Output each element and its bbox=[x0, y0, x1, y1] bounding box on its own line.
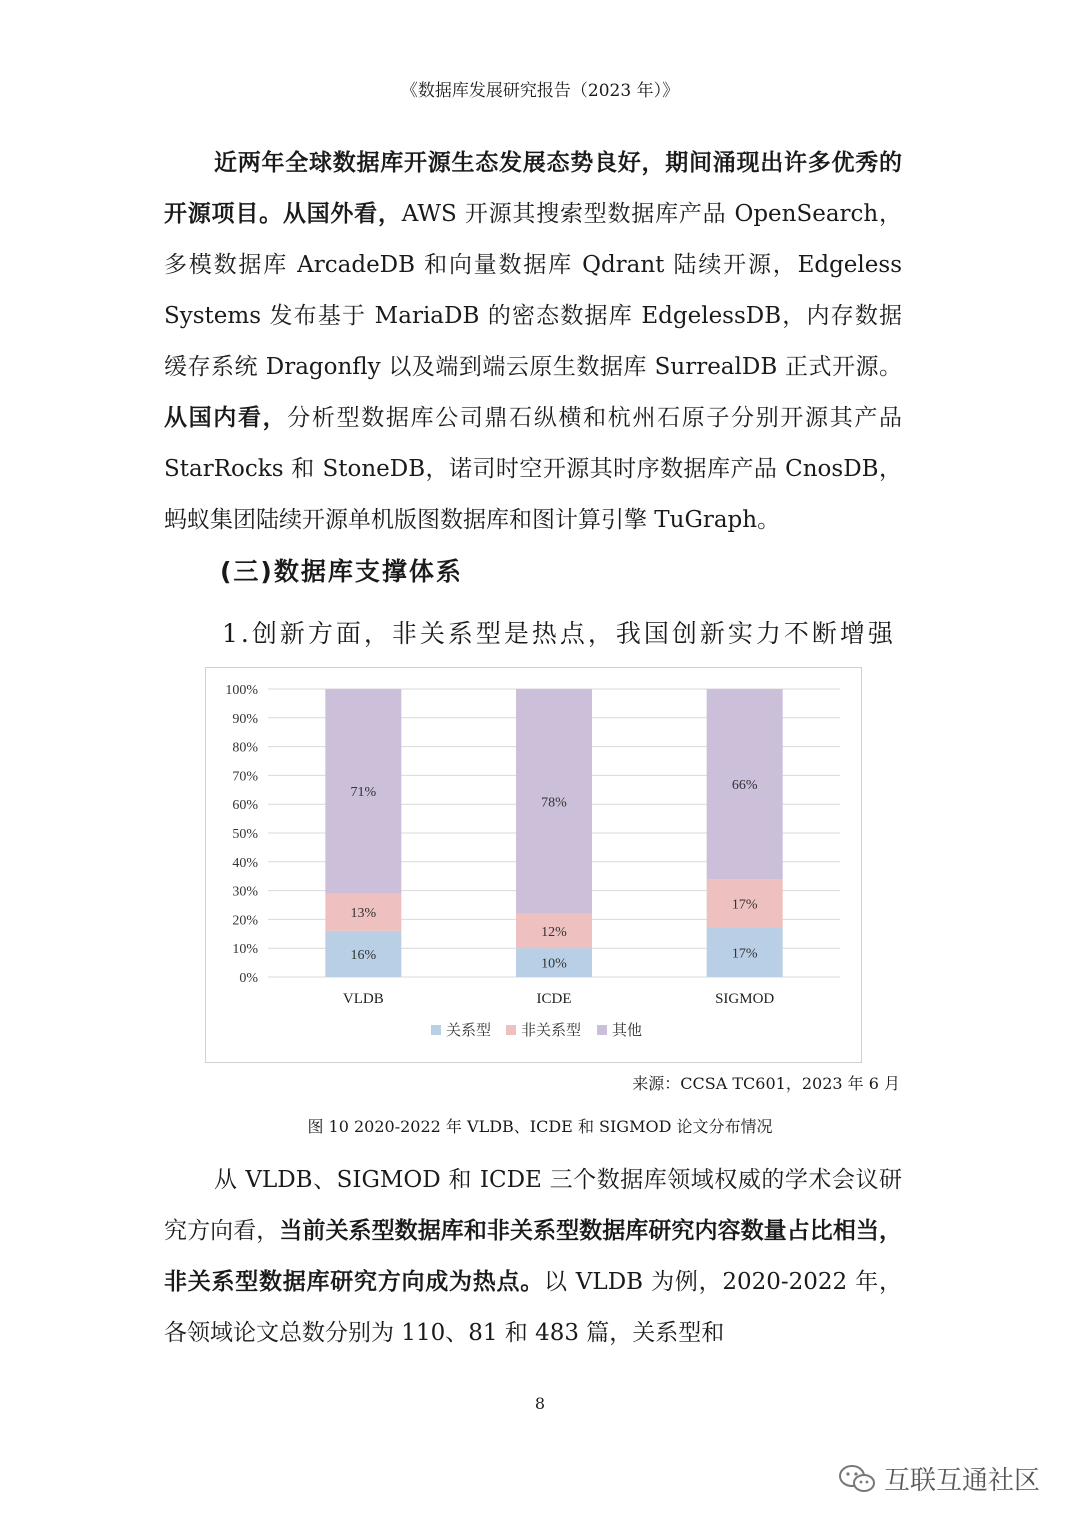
legend-label: 非关系型 bbox=[521, 1021, 582, 1039]
watermark bbox=[838, 1460, 1040, 1497]
subsection-heading: 1.创新方面，非关系型是热点，我国创新实力不断增强 bbox=[222, 619, 896, 648]
data-label: 10% bbox=[541, 956, 567, 972]
paragraph-text-domestic: 分析型数据库公司鼎石纵横和杭州石原子分别开源其产品 StarRocks 和 StoneDB，诺司时空开源其时序数据库产品 CnosDB，蚂蚁集团陆续开源单机版图数据库和图计算引擎 TuGraph。 bbox=[164, 405, 903, 533]
y-tick-label: 30% bbox=[232, 884, 258, 900]
paragraph-bold-lead: 近两年全球数据库开源生态发展态势良好，期间涌现出许多优秀的开源项目。从国外看， bbox=[164, 150, 902, 227]
stacked-bar-chart bbox=[206, 668, 861, 1062]
data-label: 13% bbox=[350, 906, 377, 922]
y-tick-label: 50% bbox=[232, 827, 258, 842]
paragraph-bold-domestic: 从国内看， bbox=[164, 405, 288, 431]
data-label: 71% bbox=[350, 785, 377, 801]
data-label: 17% bbox=[731, 897, 758, 913]
x-category-label: SIGMOD bbox=[715, 991, 775, 1007]
y-tick-label: 0% bbox=[239, 971, 258, 986]
section-heading: (三)数据库支撑体系 bbox=[220, 557, 463, 586]
legend-swatch bbox=[597, 1025, 607, 1035]
data-label: 16% bbox=[350, 947, 377, 963]
page-number: 8 bbox=[534, 1394, 546, 1413]
data-label: 66% bbox=[731, 778, 758, 794]
legend-swatch bbox=[506, 1025, 516, 1035]
chart-source: 来源：CCSA TC601，2023 年 6 月 bbox=[632, 1074, 900, 1093]
chart-container bbox=[205, 667, 862, 1063]
legend-label: 其他 bbox=[612, 1021, 643, 1039]
paragraph-open-source bbox=[164, 138, 902, 546]
legend-label: 关系型 bbox=[446, 1021, 492, 1039]
paragraph-text: AWS 开源其搜索型数据库产品 OpenSearch，多模数据库 ArcadeDB 和向量数据库 Qdrant 陆续开源，Edgeless Systems 发布基于 MariaDB 的密态数据库 EdgelessDB，内存数据缓存系统 Dragonfly 以及端到端云原生数据库 SurrealDB 正式开源。 bbox=[164, 201, 903, 380]
data-label: 12% bbox=[541, 924, 567, 940]
document-header: 《数据库发展研究报告（2023 年）》 bbox=[400, 81, 680, 101]
paragraph-bold-finding: 当前关系型数据库和非关系型数据库研究内容数量占比相当，非关系型数据库研究方向成为热点。 bbox=[164, 1218, 903, 1295]
watermark-text: 互联互通社区 bbox=[884, 1466, 1041, 1496]
y-tick-label: 100% bbox=[225, 683, 258, 698]
x-category-label: VLDB bbox=[342, 991, 384, 1007]
paragraph-text-tail: 以 VLDB 为例，2020-2022 年，各领域论文总数分别为 110、81 和 483 篇，关系型和 bbox=[164, 1269, 902, 1346]
y-tick-label: 80% bbox=[232, 740, 258, 756]
legend-swatch bbox=[431, 1025, 441, 1035]
y-tick-label: 10% bbox=[232, 942, 258, 958]
x-category-label: ICDE bbox=[536, 991, 572, 1007]
y-tick-label: 40% bbox=[232, 855, 258, 871]
y-tick-label: 20% bbox=[232, 913, 258, 929]
figure-caption: 图 10 2020-2022 年 VLDB、ICDE 和 SIGMOD 论文分布情况 bbox=[307, 1117, 773, 1136]
y-tick-label: 60% bbox=[232, 798, 258, 814]
chat-bubbles-icon bbox=[838, 1463, 876, 1495]
data-label: 78% bbox=[541, 795, 567, 811]
y-tick-label: 70% bbox=[232, 769, 258, 785]
y-tick-label: 90% bbox=[232, 711, 258, 727]
paragraph-research bbox=[164, 1155, 902, 1359]
paragraph-text-lead: 从 VLDB、SIGMOD 和 ICDE 三个数据库领域权威的学术会议研究方向看， bbox=[164, 1167, 902, 1244]
data-label: 17% bbox=[731, 946, 758, 962]
